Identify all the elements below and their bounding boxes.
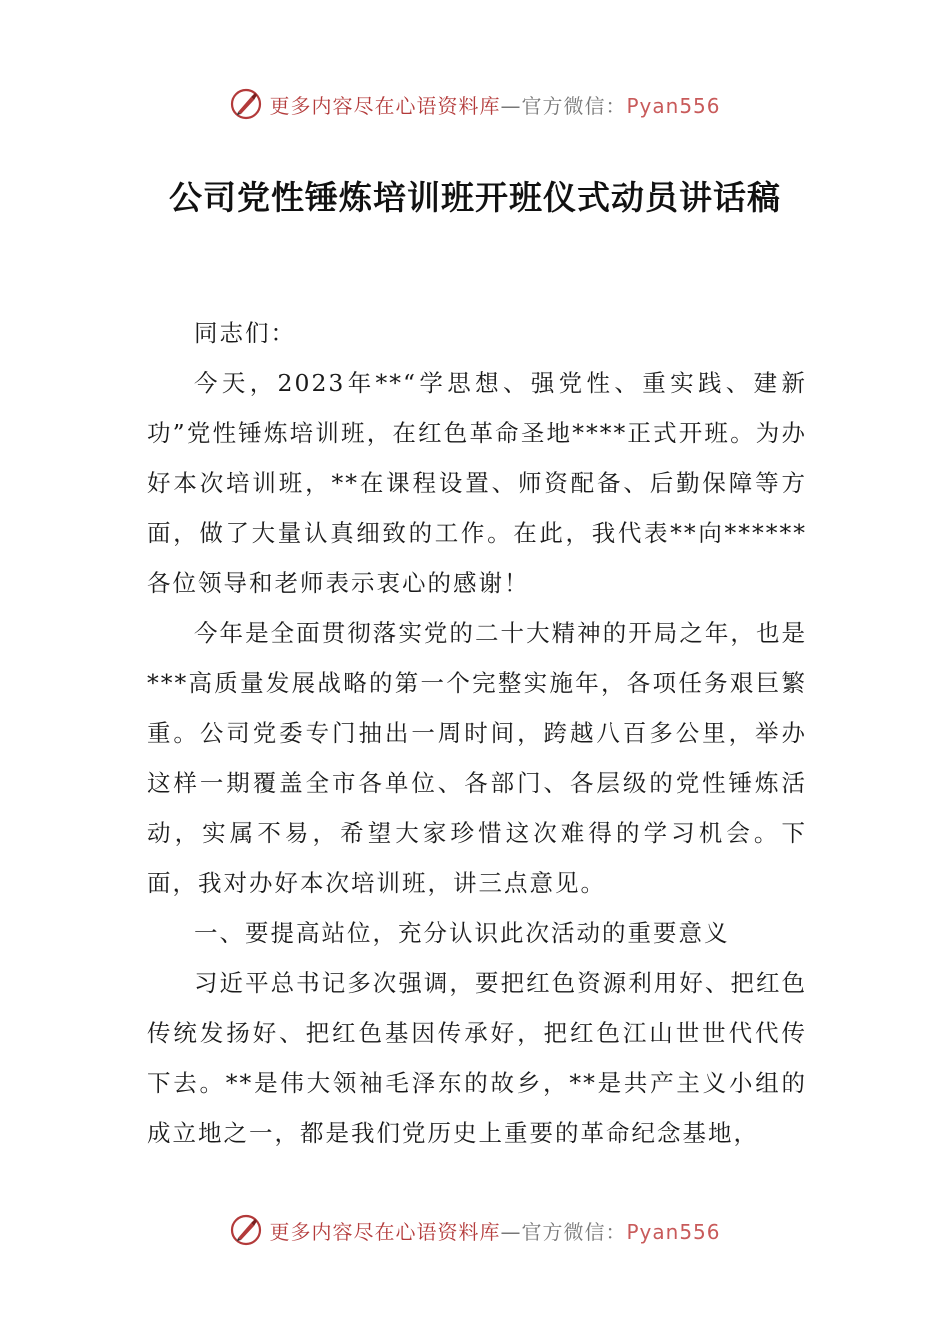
section-heading: 一、要提高站位，充分认识此次活动的重要意义 [194,919,730,947]
watermark-text [269,1216,720,1245]
watermark-text-cn: 更多内容尽在心语资料库 [269,1219,501,1244]
watermark-text [269,90,720,119]
watermark-wechat-id: Pyan556 [626,1219,721,1244]
watermark-header [0,84,950,124]
pen-circle-logo-icon [229,1213,263,1247]
pen-circle-logo-icon [229,87,263,121]
paragraph-salutation: 同志们： [194,319,296,347]
watermark-text-cn: 更多内容尽在心语资料库 [269,93,501,118]
watermark-wechat-id: Pyan556 [626,93,721,118]
document-title: 公司党性锤炼培训班开班仪式动员讲话稿 [169,178,781,217]
watermark-wechat-label: 官方微信： [521,93,627,118]
paragraph: 今年是全面贯彻落实党的二十大精神的开局之年，也是***高质量发展战略的第一个完整实施年，各项任务艰巨繁重。公司党委专门抽出一周时间，跨越八百多公里，举办这样一期覆盖全市各单位、各部门、各层级的党性锤炼活动，实属不易，希望大家珍惜这次难得的学习机会。下面，我对办好本次培训班，讲三点意见。 [147,619,807,897]
watermark-wechat-label: 官方微信： [521,1219,627,1244]
watermark-footer [0,1210,950,1250]
paragraph: 今天，2023年**“学思想、强党性、重实践、建新功”党性锤炼培训班，在红色革命圣地****正式开班。为办好本次培训班，**在课程设置、师资配备、后勤保障等方面，做了大量认真细致的工作。在此，我代表**向******各位领导和老师表示衷心的感谢！ [147,369,807,597]
watermark-dash: — [500,93,522,118]
paragraph: 习近平总书记多次强调，要把红色资源利用好、把红色传统发扬好、把红色基因传承好，把红色江山世世代代传下去。**是伟大领袖毛泽东的故乡，**是共产主义小组的成立地之一，都是我们党历史上重要的革命纪念基地， [147,969,807,1147]
watermark-dash: — [500,1219,522,1244]
document-body [147,308,807,1158]
